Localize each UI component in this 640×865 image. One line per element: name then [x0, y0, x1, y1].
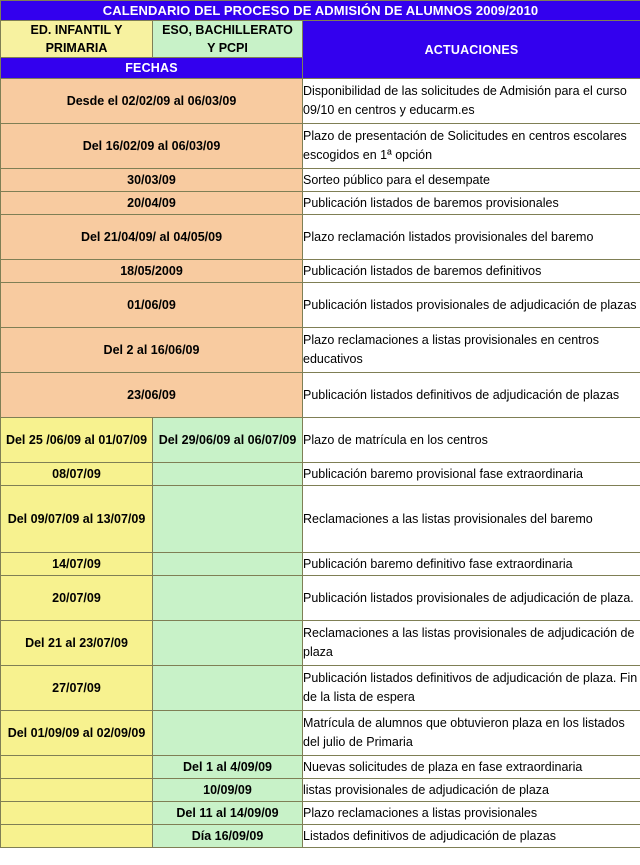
table-row: [1, 711, 640, 756]
date-cell-infantil-primaria: 27/07/09: [1, 666, 153, 711]
action-cell: listas provisionales de adjudicación de plaza: [303, 779, 640, 802]
table-row: [1, 373, 640, 418]
action-cell: Publicación listados provisionales de adjudicación de plazas: [303, 283, 640, 328]
date-cell-combined: Desde el 02/02/09 al 06/03/09: [1, 79, 303, 124]
table-row: [1, 779, 640, 802]
date-cell-eso-bachillerato: 10/09/09: [153, 779, 303, 802]
action-cell: Plazo de matrícula en los centros: [303, 418, 640, 463]
date-cell-infantil-primaria: [1, 825, 153, 848]
table-row: [1, 169, 640, 192]
date-cell-eso-bachillerato: Del 11 al 14/09/09: [153, 802, 303, 825]
table-row: [1, 215, 640, 260]
column-header-row: [1, 21, 640, 58]
date-cell-combined: 20/04/09: [1, 192, 303, 215]
date-cell-infantil-primaria: 08/07/09: [1, 463, 153, 486]
table-row: [1, 486, 640, 553]
date-cell-infantil-primaria: 14/07/09: [1, 553, 153, 576]
date-cell-combined: Del 2 al 16/06/09: [1, 328, 303, 373]
date-cell-eso-bachillerato: Día 16/09/09: [153, 825, 303, 848]
action-cell: Matrícula de alumnos que obtuvieron plaza en los listados del julio de Primaria: [303, 711, 640, 756]
table-row: [1, 756, 640, 779]
table-row: [1, 553, 640, 576]
date-cell-combined: 18/05/2009: [1, 260, 303, 283]
date-cell-eso-bachillerato: [153, 553, 303, 576]
table-row: [1, 576, 640, 621]
table-row: [1, 418, 640, 463]
date-cell-infantil-primaria: [1, 802, 153, 825]
action-cell: Reclamaciones a las listas provisionales de adjudicación de plaza: [303, 621, 640, 666]
date-cell-eso-bachillerato: [153, 576, 303, 621]
header-actuaciones: ACTUACIONES: [303, 21, 640, 79]
date-cell-infantil-primaria: Del 21 al 23/07/09: [1, 621, 153, 666]
date-cell-combined: Del 21/04/09/ al 04/05/09: [1, 215, 303, 260]
date-cell-infantil-primaria: 20/07/09: [1, 576, 153, 621]
header-infantil-line2: PRIMARIA: [45, 41, 108, 56]
table-row: [1, 666, 640, 711]
table-row: [1, 260, 640, 283]
action-cell: Publicación listados de baremos definitivos: [303, 260, 640, 283]
date-cell-infantil-primaria: Del 25 /06/09 al 01/07/09: [1, 418, 153, 463]
header-infantil-line1: ED. INFANTIL Y: [30, 23, 123, 37]
table-row: [1, 802, 640, 825]
page-title: CALENDARIO DEL PROCESO DE ADMISIÓN DE ALUMNOS 2009/2010: [1, 1, 640, 21]
table-row: [1, 192, 640, 215]
table-row: [1, 283, 640, 328]
action-cell: Disponibilidad de las solicitudes de Admisión para el curso 09/10 en centros y educarm.es: [303, 79, 640, 124]
date-cell-eso-bachillerato: [153, 621, 303, 666]
table-row: [1, 621, 640, 666]
table-row: [1, 463, 640, 486]
date-cell-eso-bachillerato: [153, 486, 303, 553]
table-row: [1, 328, 640, 373]
date-cell-eso-bachillerato: [153, 666, 303, 711]
action-cell: Plazo reclamaciones a listas provisionales en centros educativos: [303, 328, 640, 373]
calendar-body: [1, 1, 640, 79]
date-cell-eso-bachillerato: Del 1 al 4/09/09: [153, 756, 303, 779]
date-cell-eso-bachillerato: [153, 711, 303, 756]
date-cell-infantil-primaria: [1, 756, 153, 779]
action-cell: Publicación listados definitivos de adjudicación de plaza. Fin de la lista de espera: [303, 666, 640, 711]
action-cell: Publicación listados definitivos de adjudicación de plazas: [303, 373, 640, 418]
table-row: [1, 79, 640, 124]
date-cell-infantil-primaria: Del 01/09/09 al 02/09/09: [1, 711, 153, 756]
action-cell: Sorteo público para el desempate: [303, 169, 640, 192]
header-fechas: FECHAS: [1, 58, 303, 79]
date-cell-infantil-primaria: [1, 779, 153, 802]
calendar-rows: [1, 79, 640, 848]
table-row: [1, 825, 640, 848]
action-cell: Listados definitivos de adjudicación de plazas: [303, 825, 640, 848]
action-cell: Plazo de presentación de Solicitudes en centros escolares escogidos en 1ª opción: [303, 124, 640, 169]
action-cell: Publicación baremo provisional fase extraordinaria: [303, 463, 640, 486]
header-infantil-primaria: [1, 21, 153, 58]
title-row: [1, 1, 640, 21]
action-cell: Publicación baremo definitivo fase extraordinaria: [303, 553, 640, 576]
date-cell-infantil-primaria: Del 09/07/09 al 13/07/09: [1, 486, 153, 553]
table-row: [1, 124, 640, 169]
action-cell: Nuevas solicitudes de plaza en fase extraordinaria: [303, 756, 640, 779]
action-cell: Reclamaciones a las listas provisionales del baremo: [303, 486, 640, 553]
date-cell-eso-bachillerato: Del 29/06/09 al 06/07/09: [153, 418, 303, 463]
action-cell: Plazo reclamación listados provisionales del baremo: [303, 215, 640, 260]
date-cell-combined: 01/06/09: [1, 283, 303, 328]
header-eso-bachillerato: [153, 21, 303, 58]
date-cell-combined: 30/03/09: [1, 169, 303, 192]
date-cell-combined: Del 16/02/09 al 06/03/09: [1, 124, 303, 169]
date-cell-combined: 23/06/09: [1, 373, 303, 418]
header-eso-line2: Y PCPI: [207, 41, 248, 56]
action-cell: Publicación listados provisionales de adjudicación de plaza.: [303, 576, 640, 621]
date-cell-eso-bachillerato: [153, 463, 303, 486]
action-cell: Plazo reclamaciones a listas provisionales: [303, 802, 640, 825]
action-cell: Publicación listados de baremos provisionales: [303, 192, 640, 215]
header-eso-line1: ESO, BACHILLERATO: [162, 23, 293, 37]
